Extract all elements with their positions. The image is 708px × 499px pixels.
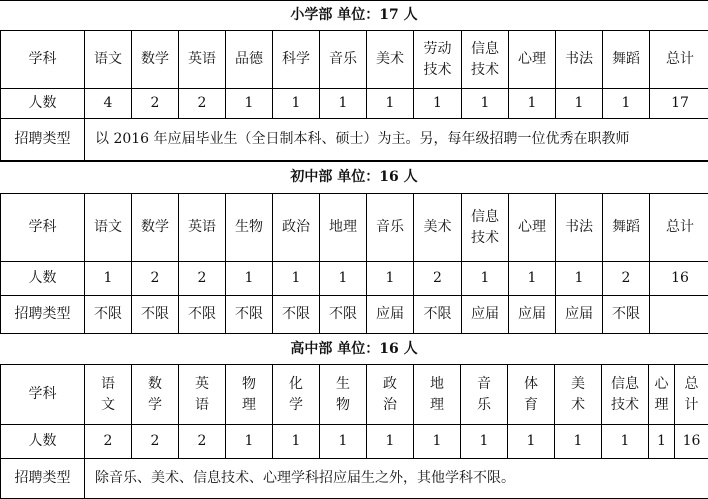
middle-count-row bbox=[1, 262, 708, 296]
primary-count-cell: 1 bbox=[556, 89, 603, 119]
high-subject-cell: 心 理 bbox=[649, 365, 675, 425]
middle-subject-cell: 美术 bbox=[414, 194, 462, 262]
middle-count-cell: 1 bbox=[367, 262, 414, 296]
middle-type-cell: 应届 bbox=[509, 296, 556, 334]
middle-count-cell: 1 bbox=[85, 262, 132, 296]
high-count-cell: 1 bbox=[226, 425, 273, 459]
primary-subject-cell: 美术 bbox=[367, 31, 414, 89]
primary-subject-cell: 信息 技术 bbox=[462, 31, 509, 89]
high-subject-cell: 语 文 bbox=[85, 365, 132, 425]
primary-count-cell: 1 bbox=[462, 89, 509, 119]
middle-subject-cell: 心理 bbox=[509, 194, 556, 262]
primary-count-cell: 1 bbox=[414, 89, 462, 119]
high-subject-cell: 英 语 bbox=[179, 365, 226, 425]
high-type-row bbox=[1, 459, 708, 499]
primary-count-label: 人数 bbox=[1, 89, 85, 119]
middle-count-cell: 2 bbox=[603, 262, 650, 296]
primary-count-row bbox=[1, 89, 708, 119]
primary-count-cell: 2 bbox=[179, 89, 226, 119]
middle-type-cell: 不限 bbox=[226, 296, 273, 334]
primary-count-cell: 1 bbox=[320, 89, 367, 119]
middle-count-cell: 1 bbox=[320, 262, 367, 296]
high-subject-cell: 美 术 bbox=[555, 365, 602, 425]
primary-count-cell: 17 bbox=[650, 89, 708, 119]
primary-recruit-text: 以 2016 年应届毕业生（全日制本科、硕士）为主。另，每年级招聘一位优秀在职教师 bbox=[85, 119, 708, 161]
middle-subject-row bbox=[1, 194, 708, 262]
primary-count-cell: 1 bbox=[603, 89, 650, 119]
primary-count-cell: 1 bbox=[226, 89, 273, 119]
middle-type-cell: 应届 bbox=[556, 296, 603, 334]
middle-count-cell: 1 bbox=[226, 262, 273, 296]
high-count-cell: 1 bbox=[508, 425, 555, 459]
primary-subject-row bbox=[1, 31, 708, 89]
middle-subject-label: 学科 bbox=[1, 194, 85, 262]
high-count-cell: 1 bbox=[320, 425, 367, 459]
middle-type-cell: 应届 bbox=[462, 296, 509, 334]
middle-type-cell: 不限 bbox=[85, 296, 132, 334]
high-subject-cell: 生 物 bbox=[320, 365, 367, 425]
primary-subject-cell: 科学 bbox=[273, 31, 320, 89]
middle-subject-cell: 书法 bbox=[556, 194, 603, 262]
middle-type-cell: 应届 bbox=[367, 296, 414, 334]
high-recruit-text: 除音乐、美术、信息技术、心理学科招应届生之外，其他学科不限。 bbox=[85, 459, 708, 499]
primary-subject-cell: 语文 bbox=[85, 31, 132, 89]
primary-subject-cell: 劳动 技术 bbox=[414, 31, 462, 89]
middle-count-cell: 1 bbox=[462, 262, 509, 296]
high-count-cell: 1 bbox=[649, 425, 675, 459]
middle-type-cell: 不限 bbox=[273, 296, 320, 334]
high-table bbox=[0, 364, 708, 499]
middle-subject-cell: 政治 bbox=[273, 194, 320, 262]
high-count-cell: 2 bbox=[85, 425, 132, 459]
middle-count-cell: 2 bbox=[179, 262, 226, 296]
middle-section-title: 初中部 单位：16 人 bbox=[0, 161, 708, 194]
high-subject-cell: 政 治 bbox=[367, 365, 414, 425]
middle-count-cell: 2 bbox=[414, 262, 462, 296]
primary-type-row bbox=[1, 119, 708, 161]
high-count-cell: 1 bbox=[555, 425, 602, 459]
high-subject-cell: 地 理 bbox=[414, 365, 461, 425]
high-count-label: 人数 bbox=[1, 425, 85, 459]
primary-subject-cell: 数学 bbox=[132, 31, 179, 89]
middle-table bbox=[0, 193, 708, 334]
primary-count-cell: 2 bbox=[132, 89, 179, 119]
high-section-title: 高中部 单位：16 人 bbox=[0, 333, 708, 365]
high-subject-cell: 总 计 bbox=[675, 365, 708, 425]
primary-subject-cell: 书法 bbox=[556, 31, 603, 89]
middle-subject-cell: 舞蹈 bbox=[603, 194, 650, 262]
middle-subject-cell: 语文 bbox=[85, 194, 132, 262]
high-count-row bbox=[1, 425, 708, 459]
middle-subject-cell: 数学 bbox=[132, 194, 179, 262]
middle-type-label: 招聘类型 bbox=[1, 296, 85, 334]
middle-subject-cell: 总计 bbox=[650, 194, 708, 262]
high-count-cell: 1 bbox=[414, 425, 461, 459]
primary-count-cell: 1 bbox=[509, 89, 556, 119]
primary-count-cell: 1 bbox=[273, 89, 320, 119]
middle-type-cell bbox=[650, 296, 708, 334]
middle-count-cell: 2 bbox=[132, 262, 179, 296]
high-subject-row bbox=[1, 365, 708, 425]
middle-type-cell: 不限 bbox=[414, 296, 462, 334]
middle-type-cell: 不限 bbox=[179, 296, 226, 334]
middle-type-cell: 不限 bbox=[320, 296, 367, 334]
middle-count-label: 人数 bbox=[1, 262, 85, 296]
middle-type-cell: 不限 bbox=[603, 296, 650, 334]
high-count-cell: 2 bbox=[179, 425, 226, 459]
high-count-cell: 1 bbox=[273, 425, 320, 459]
high-subject-cell: 信息 技术 bbox=[602, 365, 649, 425]
primary-subject-label: 学科 bbox=[1, 31, 85, 89]
middle-subject-cell: 生物 bbox=[226, 194, 273, 262]
high-count-cell: 1 bbox=[602, 425, 649, 459]
primary-subject-cell: 英语 bbox=[179, 31, 226, 89]
high-type-label: 招聘类型 bbox=[1, 459, 85, 499]
high-subject-label: 学科 bbox=[1, 365, 85, 425]
primary-count-cell: 4 bbox=[85, 89, 132, 119]
middle-type-cell: 不限 bbox=[132, 296, 179, 334]
middle-subject-cell: 信息 技术 bbox=[462, 194, 509, 262]
primary-subject-cell: 舞蹈 bbox=[603, 31, 650, 89]
middle-subject-cell: 音乐 bbox=[367, 194, 414, 262]
primary-subject-cell: 心理 bbox=[509, 31, 556, 89]
middle-count-cell: 1 bbox=[556, 262, 603, 296]
primary-section-title: 小学部 单位：17 人 bbox=[0, 0, 708, 31]
high-count-cell: 1 bbox=[461, 425, 508, 459]
primary-table bbox=[0, 30, 708, 161]
primary-count-cell: 1 bbox=[367, 89, 414, 119]
high-count-cell: 2 bbox=[132, 425, 179, 459]
middle-subject-cell: 地理 bbox=[320, 194, 367, 262]
high-count-cell: 16 bbox=[675, 425, 708, 459]
middle-count-cell: 1 bbox=[273, 262, 320, 296]
middle-count-cell: 16 bbox=[650, 262, 708, 296]
high-subject-cell: 物 理 bbox=[226, 365, 273, 425]
primary-subject-cell: 品德 bbox=[226, 31, 273, 89]
high-subject-cell: 音 乐 bbox=[461, 365, 508, 425]
middle-count-cell: 1 bbox=[509, 262, 556, 296]
high-count-cell: 1 bbox=[367, 425, 414, 459]
high-subject-cell: 数 学 bbox=[132, 365, 179, 425]
middle-subject-cell: 英语 bbox=[179, 194, 226, 262]
primary-subject-cell: 总计 bbox=[650, 31, 708, 89]
middle-type-row bbox=[1, 296, 708, 334]
primary-type-label: 招聘类型 bbox=[1, 119, 85, 161]
primary-subject-cell: 音乐 bbox=[320, 31, 367, 89]
high-subject-cell: 化 学 bbox=[273, 365, 320, 425]
high-subject-cell: 体 育 bbox=[508, 365, 555, 425]
